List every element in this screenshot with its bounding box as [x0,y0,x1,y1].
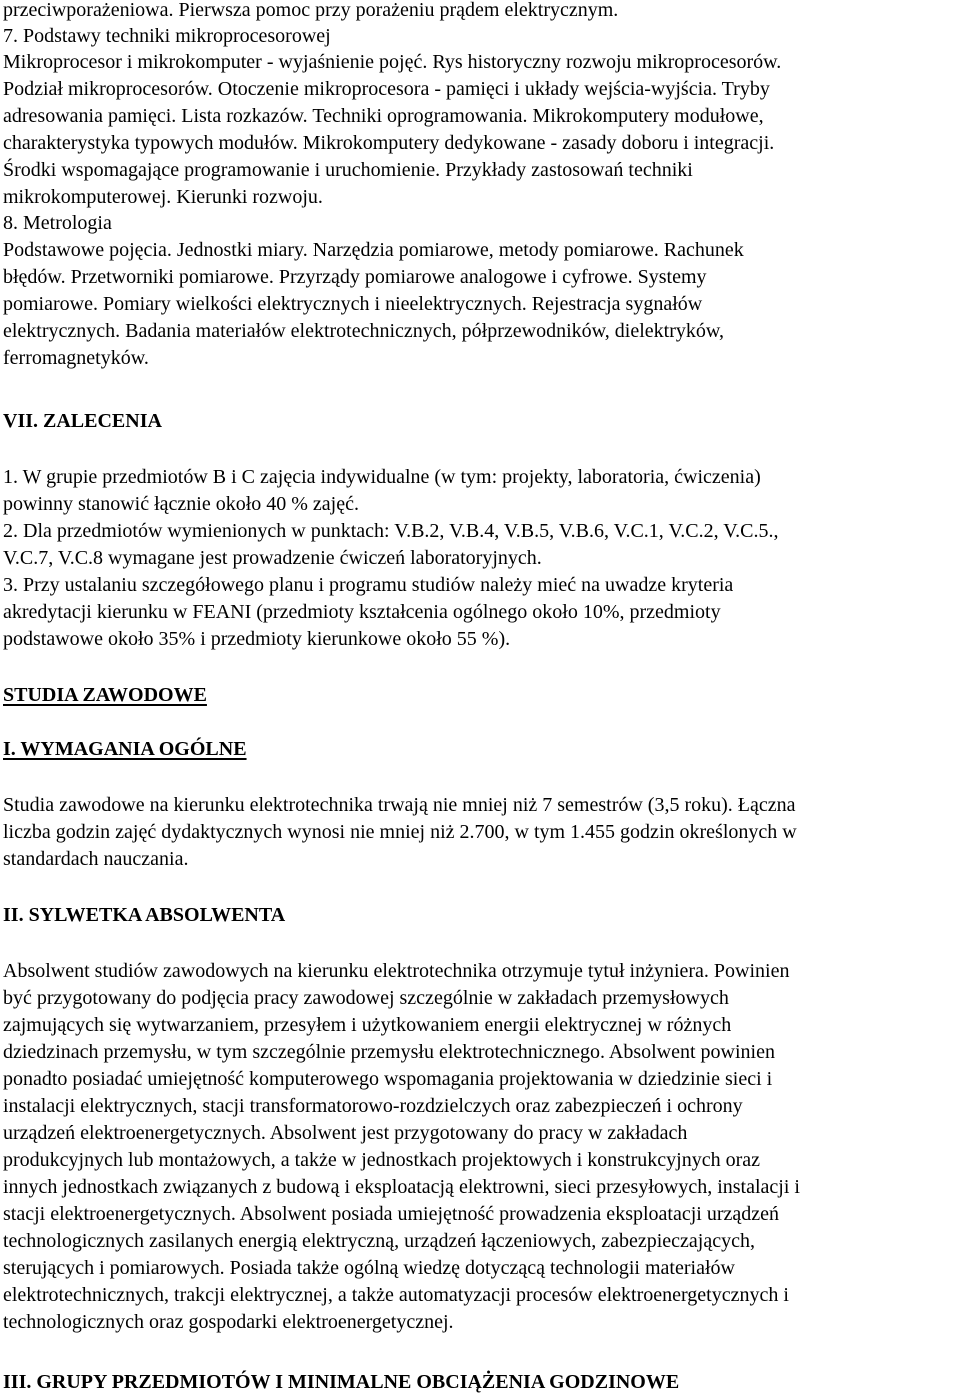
text-line: dziedzinach przemysłu, w tym szczególnie przemysłu elektrotechnicznego. Absolwent powinien [3,1041,775,1063]
text-line: Mikroprocesor i mikrokomputer - wyjaśnienie pojęć. Rys historyczny rozwoju mikroprocesorów. [3,51,782,73]
text-line: liczba godzin zajęć dydaktycznych wynosi nie mniej niż 2.700, w tym 1.455 godzin określonych w [3,821,797,843]
text-line: innych jednostkach związanych z budową i eksploatacją elektrowni, sieci przesyłowych, instalacji i [3,1176,800,1198]
heading-wymagania-ogolne: I. WYMAGANIA OGÓLNE [3,738,247,760]
heading-studia-zawodowe: STUDIA ZAWODOWE [3,684,207,706]
text-line: podstawowe około 35% i przedmioty kierunkowe około 55 %). [3,628,511,650]
text-line: akredytacji kierunku w FEANI (przedmioty kształcenia ogólnego około 10%, przedmioty [3,601,721,623]
text-line: elektrycznych. Badania materiałów elektrotechnicznych, półprzewodników, dielektryków, [3,320,725,342]
text-line: Środki wspomagające programowanie i uruchomienie. Przykłady zastosowań techniki [3,159,693,181]
text-line: 3. Przy ustalaniu szczegółowego planu i programu studiów należy mieć na uwadze kryteria [3,574,734,596]
heading-zalecenia: VII. ZALECENIA [3,410,162,432]
text-line: technologicznych zasilanych energią elektryczną, urządzeń łączeniowych, zabezpieczających, [3,1230,755,1252]
text-line: charakterystyka typowych modułów. Mikrokomputery dedykowane - zasady doboru i integracji. [3,132,775,154]
text-line: sterujących i pomiarowych. Posiada także ogólną wiedzę dotyczącą technologii materiałów [3,1257,735,1279]
text-line: mikrokomputerowej. Kierunki rozwoju. [3,186,323,208]
text-line: 2. Dla przedmiotów wymienionych w punktach: V.B.2, V.B.4, V.B.5, V.B.6, V.C.1, V.C.2, V.C.5., [3,520,779,542]
text-line: produkcyjnych lub montażowych, a także w jednostkach projektowych i konstrukcyjnych oraz [3,1149,761,1171]
text-line: powinny stanowić łącznie około 40 % zajęć. [3,493,359,515]
text-line: adresowania pamięci. Lista rozkazów. Techniki oprogramowania. Mikrokomputery modułowe, [3,105,764,127]
heading-sylwetka-absolwenta: II. SYLWETKA ABSOLWENTA [3,904,286,926]
text-line: Podstawowe pojęcia. Jednostki miary. Narzędzia pomiarowe, metody pomiarowe. Rachunek [3,239,744,261]
text-line: Studia zawodowe na kierunku elektrotechnika trwają nie mniej niż 7 semestrów (3,5 roku). Łączna [3,794,796,816]
text-line: stacji elektroenergetycznych. Absolwent posiada umiejętność prowadzenia eksploatacji urządzeń [3,1203,779,1225]
text-line: V.C.7, V.C.8 wymagane jest prowadzenie ćwiczeń laboratoryjnych. [3,547,542,569]
heading-grupy-przedmiotow: III. GRUPY PRZEDMIOTÓW I MINIMALNE OBCIĄŻENIA GODZINOWE [3,1371,680,1393]
text-line: elektrotechnicznych, trakcji elektrycznej, a także automatyzacji procesów elektroenergetycznych i [3,1284,789,1306]
text-line: technologicznych oraz gospodarki elektroenergetycznej. [3,1311,454,1333]
text-line: zajmujących się wytwarzaniem, przesyłem i użytkowaniem energii elektrycznej w różnych [3,1014,732,1036]
text-line: ponadto posiadać umiejętność komputerowego wspomagania projektowania w dziedzinie sieci i [3,1068,773,1090]
text-line: 8. Metrologia [3,212,112,234]
text-line: błędów. Przetworniki pomiarowe. Przyrządy pomiarowe analogowe i cyfrowe. Systemy [3,266,707,288]
text-line: 1. W grupie przedmiotów B i C zajęcia indywidualne (w tym: projekty, laboratoria, ćwiczenia) [3,466,761,488]
text-line: urządzeń elektroenergetycznych. Absolwent jest przygotowany do pracy w zakładach [3,1122,688,1144]
text-line: Podział mikroprocesorów. Otoczenie mikroprocesora - pamięci i układy wejścia-wyjścia. Tryby [3,78,770,100]
text-line: ferromagnetyków. [3,347,149,369]
text-line: instalacji elektrycznych, stacji transformatorowo-rozdzielczych oraz zabezpieczeń i ochrony [3,1095,743,1117]
text-line: przeciwporażeniowa. Pierwsza pomoc przy porażeniu prądem elektrycznym. [3,0,619,21]
text-line: być przygotowany do podjęcia pracy zawodowej szczególnie w zakładach przemysłowych [3,987,729,1009]
text-line: 7. Podstawy techniki mikroprocesorowej [3,25,331,47]
text-line: pomiarowe. Pomiary wielkości elektrycznych i nieelektrycznych. Rejestracja sygnałów [3,293,703,315]
text-line: standardach nauczania. [3,848,189,870]
text-line: Absolwent studiów zawodowych na kierunku elektrotechnika otrzymuje tytuł inżyniera. Powinien [3,960,790,982]
